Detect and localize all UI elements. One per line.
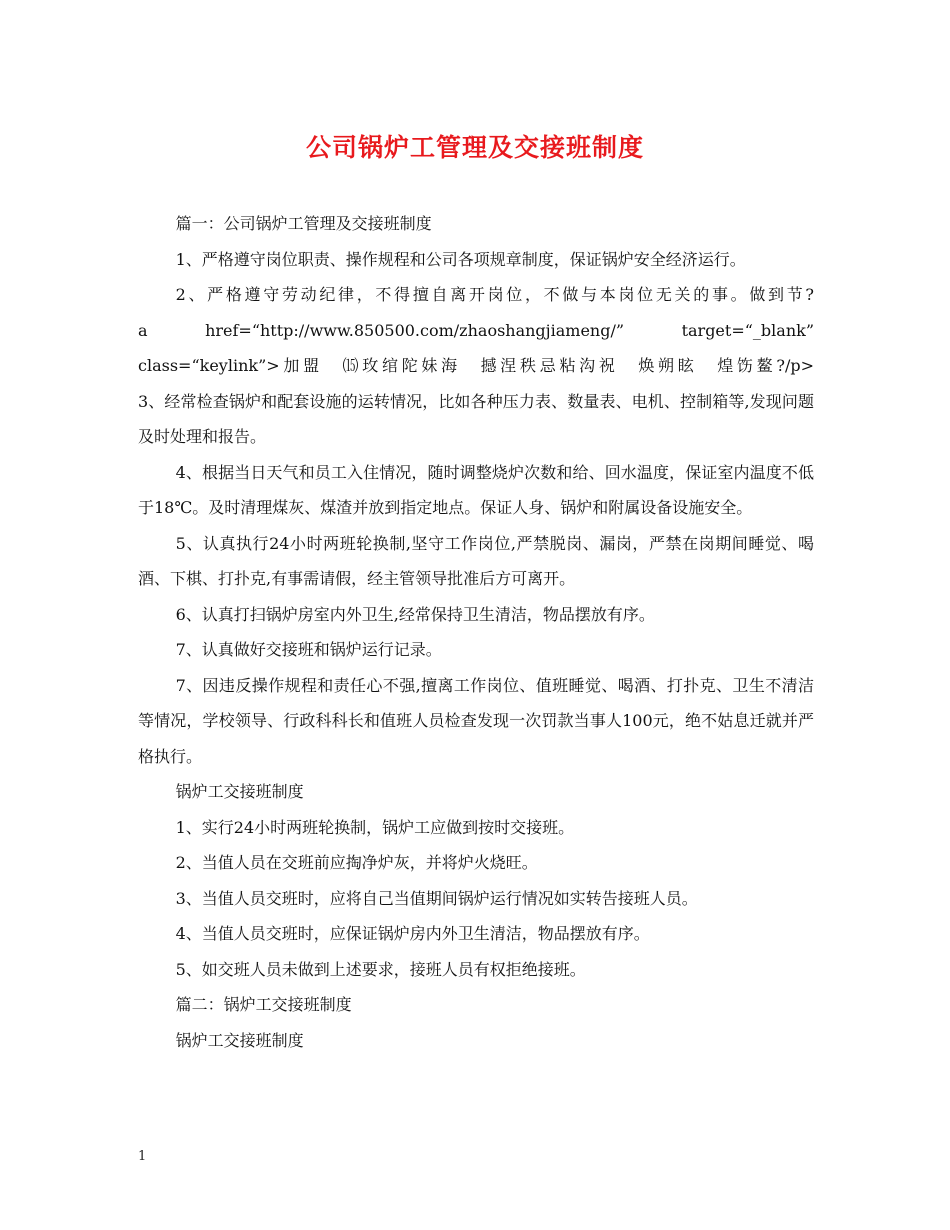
subheading-handover-rules: 锅炉工交接班制度 xyxy=(175,782,304,801)
paragraph-rule-3: 3、经常检查锅炉和配套设施的运转情况，比如各种压力表、数量表、电机、控制箱等,发现问题及时处理和报告。 xyxy=(138,391,814,446)
paragraph-rule-1: 1、严格遵守岗位职责、操作规程和公司各项规章制度，保证锅炉安全经济运行。 xyxy=(175,249,746,269)
paragraph-garbled-link-line-1: a href=“http://www.850500.com/zhaoshangjiameng/” target=“_blank” xyxy=(138,320,814,340)
document-title: 公司锅炉工管理及交接班制度 xyxy=(305,133,644,162)
paragraph-handover-4: 4、当值人员交班时，应保证锅炉房内外卫生清洁，物品摆放有序。 xyxy=(175,924,650,943)
page-number: 1 xyxy=(138,1149,147,1164)
paragraph-handover-1: 1、实行24小时两班轮换制，锅炉工应做到按时交接班。 xyxy=(175,817,575,837)
paragraph-rule-7-penalty: 7、因违反操作规程和责任心不强,擅离工作岗位、值班睡觉、喝酒、打扑克、卫生不清洁等情况，学校领导、行政科科长和值班人员检查发现一次罚款当事人100元，绝不姑息迁就并严格执行。 xyxy=(138,675,814,766)
paragraph-handover-2: 2、当值人员在交班前应掏净炉灰，并将炉火烧旺。 xyxy=(175,853,538,872)
paragraph-rule-2: 2、严格遵守劳动纪律，不得擅自离开岗位，不做与本岗位无关的事。做到节? xyxy=(175,285,814,304)
paragraph-rule-7: 7、认真做好交接班和锅炉运行记录。 xyxy=(175,640,442,659)
paragraph-rule-5: 5、认真执行24小时两班轮换制,坚守工作岗位,严禁脱岗、漏岗，严禁在岗期间睡觉、喝酒、下棋、打扑克,有事需请假，经主管领导批准后方可离开。 xyxy=(138,533,814,588)
document-body xyxy=(138,206,814,1058)
paragraph-handover-3: 3、当值人员交班时，应将自己当值期间锅炉运行情况如实转告接班人员。 xyxy=(175,888,698,908)
subheading-handover-rules-2: 锅炉工交接班制度 xyxy=(175,1030,304,1050)
paragraph-rule-4: 4、根据当日天气和员工入住情况，随时调整烧炉次数和给、回水温度，保证室内温度不低于18℃。及时清理煤灰、煤渣并放到指定地点。保证人身、锅炉和附属设备设施安全。 xyxy=(138,462,814,517)
paragraph-rule-6: 6、认真打扫锅炉房室内外卫生,经常保持卫生清洁，物品摆放有序。 xyxy=(175,604,655,624)
section-heading-part-two: 篇二：锅炉工交接班制度 xyxy=(175,995,352,1014)
section-heading-part-one: 篇一：公司锅炉工管理及交接班制度 xyxy=(175,214,432,233)
paragraph-handover-5: 5、如交班人员未做到上述要求，接班人员有权拒绝接班。 xyxy=(175,959,586,979)
paragraph-garbled-link-line-2: class=“keylink”>加盟 ⒂玫绾陀妹海 撼涅秩忌粘沟祝 焕朔眩 煌饬鳌?/p> xyxy=(138,356,814,375)
